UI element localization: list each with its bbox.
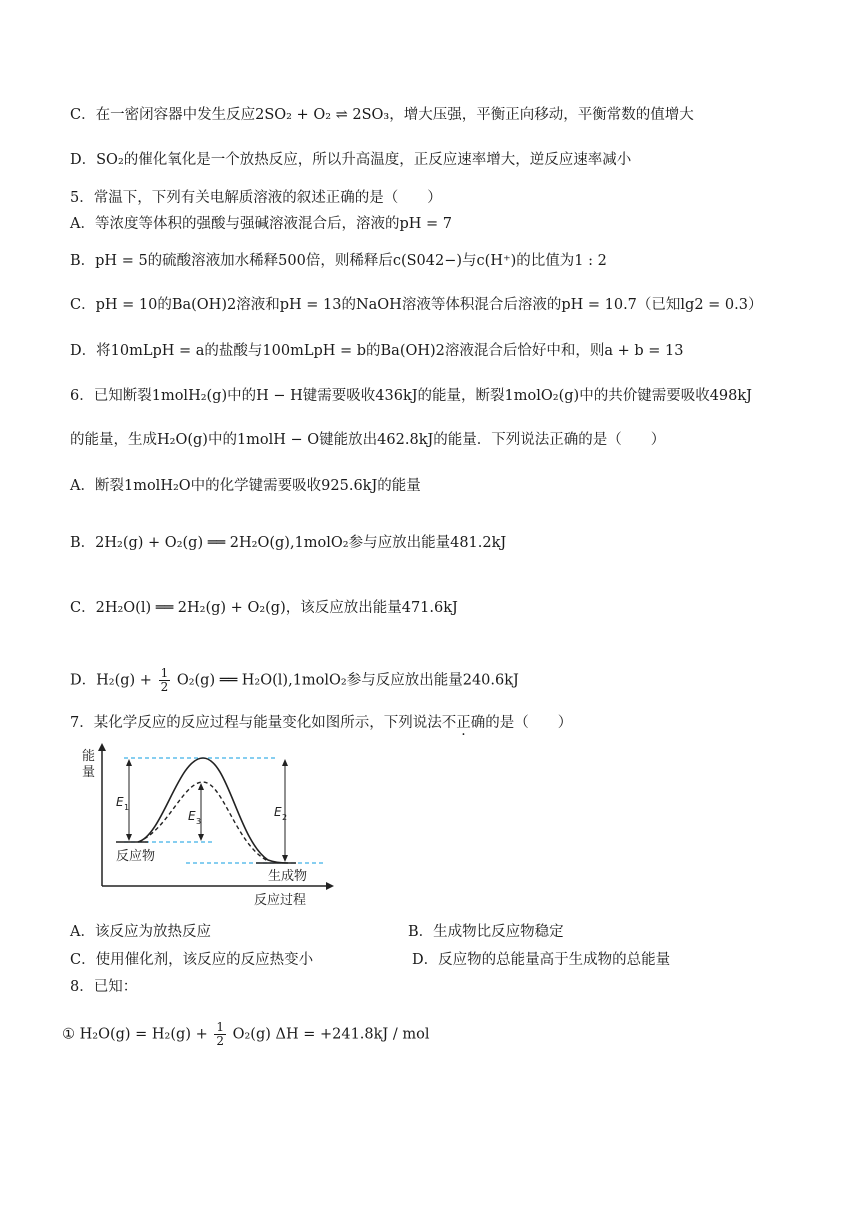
- q7-option-a: A．该反应为放热反应: [70, 924, 211, 940]
- e1-label: E: [116, 795, 124, 809]
- fraction-numerator: 1: [160, 666, 169, 680]
- q8-equation-1: [62, 1021, 429, 1048]
- q6-option-c: C．2H₂O(l) ══ 2H₂(g) + O₂(g)，该反应放出能量471.6kJ: [70, 600, 458, 616]
- e2-subscript: 2: [282, 813, 288, 822]
- y-label-char1: 能: [82, 749, 96, 764]
- q7-emphasis: 不正确: [441, 715, 486, 731]
- q6-stem-line1: 6．已知断裂1molH₂(g)中的H − H键需要吸收436kJ的能量，断裂1molO₂(g)中的共价键需要吸收498kJ: [70, 388, 752, 404]
- q8-eq1-suffix: O₂(g) ΔH = +241.8kJ / mol: [232, 1026, 430, 1043]
- q7-stem-suffix: 的是（ ）: [485, 715, 573, 731]
- q7-option-b: B．生成物比反应物稳定: [408, 924, 564, 940]
- q7-stem: [70, 713, 572, 733]
- x-axis-label: 反应过程: [254, 893, 307, 908]
- product-label: 生成物: [268, 869, 308, 884]
- q5-option-b: B．pH = 5的硫酸溶液加水稀释500倍，则稀释后c(S042−)与c(H⁺)的比值为1 : 2: [70, 253, 607, 269]
- fraction-denominator: 2: [160, 680, 169, 694]
- q5-option-d: D．将10mLpH = a的盐酸与100mLpH = b的Ba(OH)2溶液混合后恰好中和，则a + b = 13: [70, 343, 684, 359]
- q6-d-suffix: O₂(g) ══ H₂O(l),1molO₂参与反应放出能量240.6kJ: [176, 672, 519, 689]
- q6-option-d: [70, 667, 519, 694]
- e1-arrow-down-icon: [126, 834, 132, 841]
- fraction-half: [214, 1021, 226, 1048]
- q7-option-d: D．反应物的总能量高于生成物的总能量: [412, 952, 671, 968]
- e3-subscript: 3: [196, 817, 202, 826]
- fraction-numerator: 1: [216, 1020, 224, 1034]
- q8-stem: 8．已知：: [70, 979, 138, 995]
- fraction-denominator: 2: [216, 1034, 224, 1048]
- e1-subscript: 1: [124, 803, 130, 812]
- q5-option-c: C．pH = 10的Ba(OH)2溶液和pH = 13的NaOH溶液等体积混合后溶液的pH = 10.7（已知lg2 = 0.3）: [70, 297, 763, 313]
- q5-stem: 5．常温下，下列有关电解质溶液的叙述正确的是（ ）: [70, 190, 442, 206]
- y-label-char2: 量: [82, 765, 96, 780]
- e3-arrow-up-icon: [198, 783, 204, 790]
- q6-option-a: A．断裂1molH₂O中的化学键需要吸收925.6kJ的能量: [70, 478, 421, 494]
- x-axis-arrow-icon: [326, 882, 334, 890]
- q7-option-c: C．使用催化剂，该反应的反应热变小: [70, 952, 314, 968]
- q4-option-c: C．在一密闭容器中发生反应2SO₂ + O₂ ⇌ 2SO₃，增大压强，平衡正向移动，平衡常数的值增大: [70, 107, 694, 123]
- uncatalyzed-curve: [138, 758, 288, 863]
- q4-option-d: D．SO₂的催化氧化是一个放热反应，所以升高温度，正反应速率增大，逆反应速率减小: [70, 152, 632, 168]
- q7-stem-prefix: 7．某化学反应的反应过程与能量变化如图所示，下列说法: [70, 715, 442, 731]
- q6-option-b: B．2H₂(g) + O₂(g) ══ 2H₂O(g),1molO₂参与应放出能量481.2kJ: [70, 535, 507, 551]
- e2-arrow-up-icon: [282, 759, 288, 766]
- e3-label: E: [188, 809, 196, 823]
- energy-diagram: [78, 740, 338, 910]
- q6-stem-line2: 的能量，生成H₂O(g)中的1molH − O键能放出462.8kJ的能量．下列说法正确的是（ ）: [70, 432, 666, 448]
- e3-arrow-down-icon: [198, 834, 204, 841]
- y-axis-arrow-icon: [98, 743, 106, 751]
- reactant-label: 反应物: [116, 849, 156, 864]
- q8-eq1-prefix: ① H₂O(g) = H₂(g) +: [62, 1026, 208, 1043]
- fraction-half: [159, 667, 171, 694]
- q6-d-prefix: D．H₂(g) +: [70, 672, 152, 689]
- e1-arrow-up-icon: [126, 759, 132, 766]
- e2-arrow-down-icon: [282, 855, 288, 862]
- e2-label: E: [274, 805, 282, 819]
- q5-option-a: A．等浓度等体积的强酸与强碱溶液混合后，溶液的pH = 7: [70, 216, 452, 232]
